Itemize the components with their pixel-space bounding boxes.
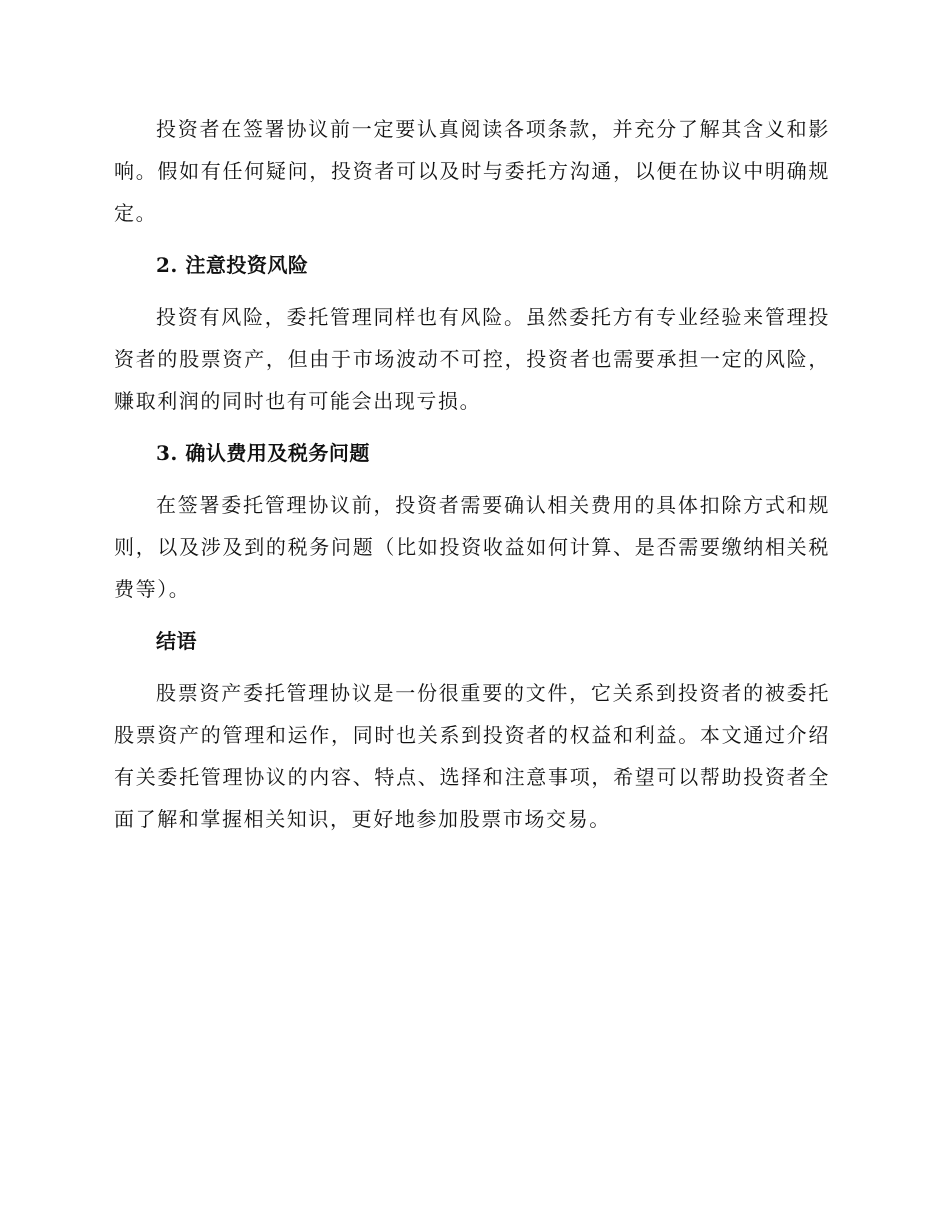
heading-conclusion: 结语 [156,629,197,653]
document-body [114,108,830,850]
paragraph-conclusion: 股票资产委托管理协议是一份很重要的文件，它关系到投资者的被委托股票资产的管理和运作，同时也关系到投资者的权益和利益。本文通过介绍有关委托管理协议的内容、特点、选择和注意事项，希望可以帮助投资者全面了解和掌握相关知识，更好地参加股票市场交易。 [114,681,830,831]
paragraph-investment-risk: 投资有风险，委托管理同样也有风险。虽然委托方有专业经验来管理投资者的股票资产，但由于市场波动不可控，投资者也需要承担一定的风险，赚取利润的同时也有可能会出现亏损。 [114,305,830,413]
heading-investment-risk: 2. 注意投资风险 [156,253,309,277]
heading-fees-taxes: 3. 确认费用及税务问题 [156,441,370,465]
paragraph-fees-taxes: 在签署委托管理协议前，投资者需要确认相关费用的具体扣除方式和规则，以及涉及到的税务问题（比如投资收益如何计算、是否需要缴纳相关税费等）。 [114,493,830,601]
paragraph-review-terms: 投资者在签署协议前一定要认真阅读各项条款，并充分了解其含义和影响。假如有任何疑问，投资者可以及时与委托方沟通，以便在协议中明确规定。 [114,117,830,225]
